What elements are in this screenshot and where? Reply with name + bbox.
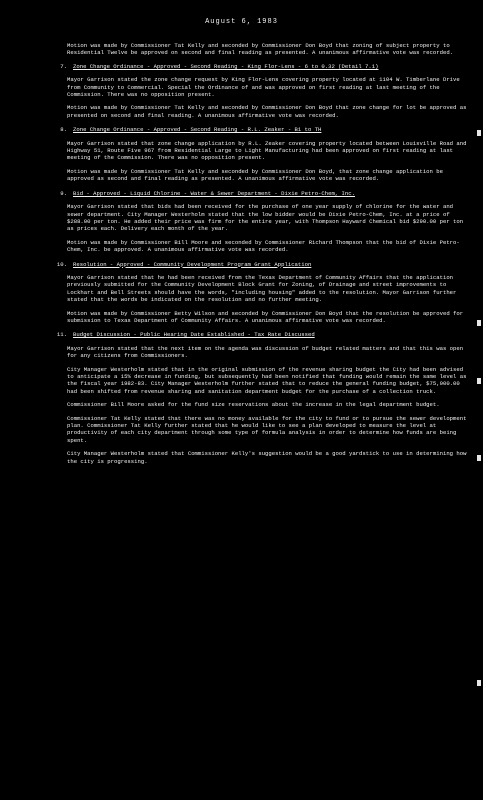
item-paragraph: City Manager Westerholm stated that Commissioner Kelly's suggestion would be a good yardstick to use in determining how the city is progressing. [67, 450, 467, 465]
agenda-item-11 [45, 331, 475, 465]
agenda-item-7 [45, 63, 475, 119]
page-header-date: August 6, 1983 [205, 18, 278, 26]
item-title: Bid - Approved - Liquid Chlorine - Water & Sewer Department - Dixie Petro-Chem, Inc. [73, 189, 355, 197]
item-paragraph: Mayor Garrison stated that the next item on the agenda was discussion of budget related matters and that this was open for any citizens from Commissioners. [67, 344, 464, 360]
scan-edge-mark [477, 130, 481, 136]
item-paragraph: Mayor Garrison stated the zone change request by King Flor-Lens covering property located at 1104 W. Timberlane Drive from Community to Commercial. Special the Ordinance of and was approved on first reading at last meeting of the Commission. There was no opposition present. [67, 76, 460, 99]
minutes-document [45, 42, 475, 472]
item-title: Budget Discussion - Public Hearing Date Established - Tax Rate Discussed [73, 331, 315, 339]
agenda-item-10 [45, 261, 475, 325]
item-title: Zone Change Ordinance - Approved - Second Reading - King Flor-Lens - 6 to 0.32 (Detail 7.1) [73, 62, 379, 70]
item-paragraph: Mayor Garrison stated that he had been received from the Texas Department of Community Affairs that the application previously submitted for the Community Development Block Grant for Zoning, of Drainage and street improvements to Lockhart and Bell Streets should have the words, "including housing" added to the resolution. Mayor Garrison further stated that the words be indicated on the resolution and no further meeting. [67, 273, 457, 304]
scan-edge-mark [477, 455, 481, 461]
item-number: 11. [56, 331, 67, 339]
agenda-item-8 [45, 126, 475, 182]
item-paragraph: Mayor Garrison stated that zone change application by R.L. Zeaker covering property located between Louisville Road and Highway 51, Route Five 967 from Residential Large to Light Manufacturing had been approved on first reading at last meeting of the Commission. There was no opposition present. [67, 139, 467, 162]
item-title: Resolution - Approved - Community Development Program Grant Application [73, 260, 312, 268]
agenda-item-9 [45, 190, 475, 254]
item-number: 8. [60, 126, 67, 134]
item-paragraph: Mayor Garrison stated that bids had been received for the purchase of one year supply of chlorine for the water and sewer department. City Manager Westerholm stated that the low bidder would be Dixie Petro-Chem, Inc. at a price of $288.00 per ton. He added their price was firm for the entire year, with Thompson Hayward Chemical bid $290.00 per ton as prices each. Delivery each month of the year. [67, 203, 464, 233]
item-number: 7. [60, 62, 67, 70]
scan-edge-mark [477, 378, 481, 384]
scan-edge-mark [477, 680, 481, 686]
item-paragraph: Motion was made by Commissioner Betty Wilson and seconded by Commissioner Don Boyd that the resolution be approved for submission to Texas Department of Community Affairs. A unanimous affirmative vote was recorded. [67, 309, 464, 324]
item-paragraph: City Manager Westerholm stated that in the original submission of the revenue sharing budget the City had been advised to anticipate a 15% decrease in funding, but subsequently had been notified that funding would remain the same level as the fiscal year 1982-83. City Manager Westerholm further stated that to reduce the general funding budget, $75,000.00 had been shifted from revenue sharing and sanitation department budget for the purchase of a collection truck. [67, 365, 467, 395]
item-paragraph: Motion was made by Commissioner Tat Kelly and seconded by Commissioner Don Boyd, that zone change application be approved as second and final reading as presented. A unanimous affirmative vote was recorded. [67, 167, 443, 183]
item-number: 10. [56, 260, 67, 268]
intro-paragraph: Motion was made by Commissioner Tat Kelly and seconded by Commissioner Don Boyd that zoning of subject property to Residential Twelve be approved on second and final reading as presented. A unanimous affirmative vote was recorded. [67, 42, 454, 57]
item-number: 9. [60, 189, 67, 197]
scan-edge-mark [477, 320, 481, 326]
item-paragraph: Motion was made by Commissioner Tat Kelly and seconded by Commissioner Don Boyd that zone change for lot be approved as presented on second and final reading. A unanimous affirmative vote was recorded. [67, 104, 467, 119]
item-paragraph: Motion was made by Commissioner Bill Moore and seconded by Commissioner Richard Thompson that the bid of Dixie Petro-Chem, Inc. be approved. A unanimous affirmative vote was recorded. [67, 238, 460, 254]
item-paragraph: Commissioner Bill Moore asked for the fund size reservations about the increase in the legal department budget. [67, 401, 440, 409]
item-paragraph: Commissioner Tat Kelly stated that there was no money available for the city to fund or to pursue the sewer development plan. Commissioner Tat Kelly further stated that he would like to see a plan developed to measure the level at productivity of each city department through some type of formula analysis in order to determine how funds are being spent. [67, 414, 467, 444]
item-title: Zone Change Ordinance - Approved - Second Reading - R.L. Zeaker - B1 to TH [73, 126, 322, 134]
